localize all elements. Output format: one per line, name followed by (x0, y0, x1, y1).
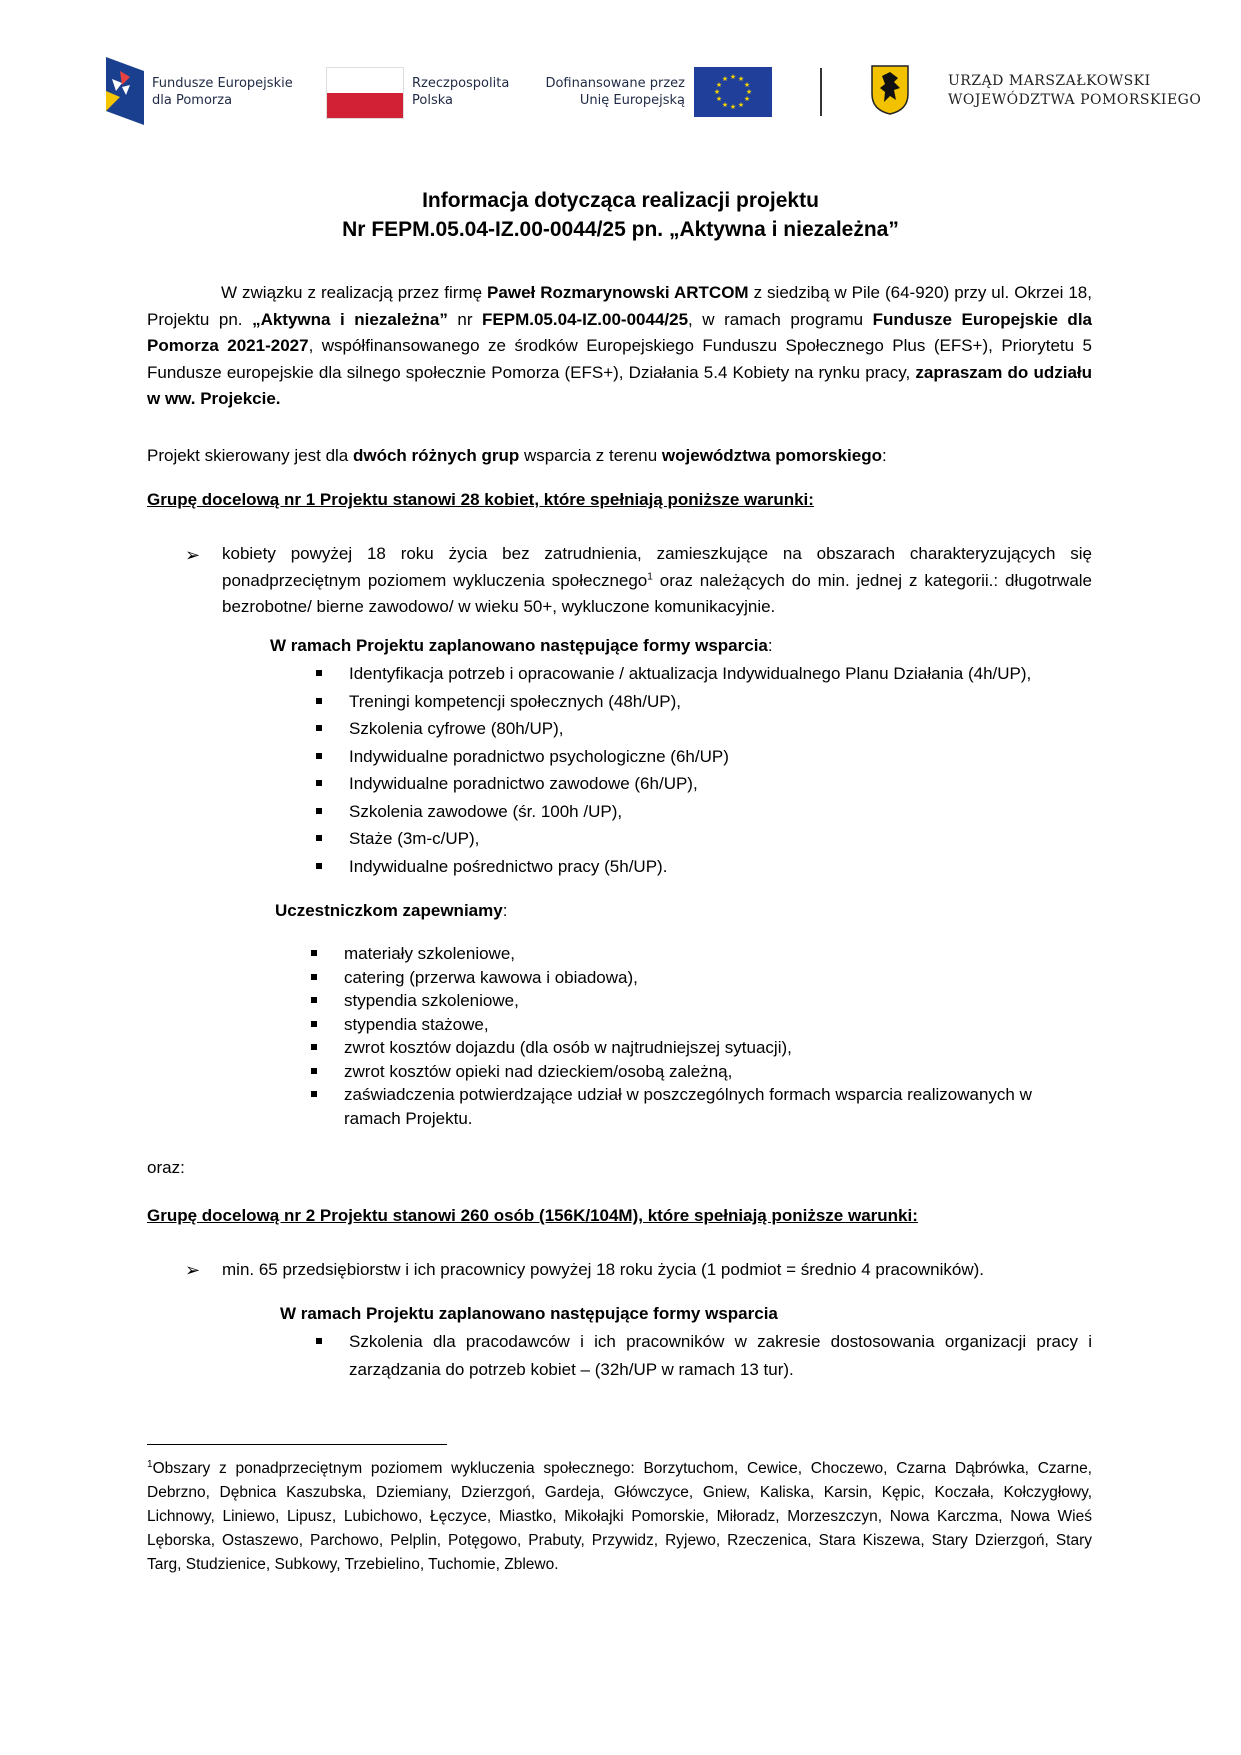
pomorskie-griffin-crest-icon (870, 64, 910, 116)
provided-benefit-item: zaświadczenia potwierdzające udział w poszczególnych formach wsparcia realizowanych w ramach Projektu. (308, 1083, 1092, 1130)
group1-forms-list (313, 660, 1073, 880)
support-form-item: Indywidualne poradnictwo psychologiczne (6h/UP) (313, 743, 1073, 771)
group2-heading: Grupę docelową nr 2 Projektu stanowi 260 osób (156K/104M), które spełniają poniższe warunki: (147, 1206, 918, 1225)
group1-provide-heading: Uczestniczkom zapewniamy: (275, 901, 508, 920)
svg-text:★: ★ (715, 95, 723, 103)
provided-benefit-item: stypendia szkoleniowe, (308, 989, 1092, 1013)
arrow-bullet-icon: ➢ (185, 545, 201, 565)
support-form-item: Indywidualne pośrednictwo pracy (5h/UP). (313, 853, 1073, 881)
svg-text:★: ★ (745, 88, 753, 96)
svg-text:★: ★ (729, 103, 737, 111)
support-form-item: Staże (3m-c/UP), (313, 825, 1073, 853)
intro-paragraph: W związku z realizacją przez firmę Paweł Rozmarynowski ARTCOM z siedzibą w Pile (64-920) przy ul. Okrzei 18, Projektu pn. „Aktywna i niezależna” nr FEPM.05.04-IZ.00-0044/25, w ramach programu Fundusze Europejskie dla Pomorza 2021-2027, współfinansowanego ze środków Europejskiego Funduszu Społecznego Plus (EFS+), Priorytetu 5 Fundusze europejskie dla silnego społecznie Pomorza (EFS+), Działania 5.4 Kobiety na rynku pracy, zapraszam do udziału w ww. Projekcie. (147, 283, 1093, 408)
support-form-item: Szkolenia dla pracodawców i ich pracowników w zakresie dostosowania organizacji pracy i zarządzania do potrzeb kobiet – (32h/UP w ramach 13 tur). (313, 1328, 1092, 1383)
svg-text:★: ★ (743, 95, 751, 103)
logo-divider (820, 68, 822, 116)
group2-criteria: min. 65 przedsiębiorstw i ich pracownicy powyżej 18 roku życia (1 podmiot = średnio 4 pracowników). (222, 1260, 985, 1279)
fe-logo-text: Fundusze Europejskie dla Pomorza (152, 76, 293, 108)
title-line-1: Informacja dotycząca realizacji projektu (422, 189, 819, 212)
provided-benefit-item: zwrot kosztów opieki nad dzieckiem/osobą zależną, (308, 1060, 1092, 1084)
um-logo-text: URZĄD MARSZAŁKOWSKI WOJEWÓDZTWA POMORSKIEGO (948, 73, 1202, 108)
group1-provide-list (308, 942, 1092, 1130)
support-form-item: Szkolenia zawodowe (śr. 100h /UP), (313, 798, 1073, 826)
support-form-item: Indywidualne poradnictwo zawodowe (6h/UP), (313, 770, 1073, 798)
target-paragraph: Projekt skierowany jest dla dwóch różnych grup wsparcia z terenu województwa pomorskiego: (147, 446, 887, 465)
footnote: $^1$Obszary z ponadprzeciętnym poziomem wykluczenia społecznego: Borzytuchom, Cewice, Choczewo, Czarna Dąbrówka, Czarne, Debrzno, Dębnica Kaszubska, Dziemiany, Dzierzgoń, Gardeja, Główczyce, Gniew, Kaliska, Karsin, Kępic, Koczała, Kołczygłowy, Lichnowy, Liniewo, Lipusz, Lubichowo, Łęczyce, Miastko, Mikołajki Pomorskie, Miłoradz, Morzeszczyn, Nowa Karczma, Nowa Wieś Lęborska, Ostaszewo, Parchowo, Pelplin, Potęgowo, Prabuty, Przywidz, Ryjewo, Rzeczenica, Stara Kiszewa, Stary Dzierzgoń, Stary Targ, Studzienice, Subkowy, Trzebielino, Tuchomie, Zblewo. (147, 1458, 1092, 1573)
provided-benefit-item: zwrot kosztów dojazdu (dla osób w najtrudniejszej sytuacji), (308, 1036, 1092, 1060)
polish-flag-icon (326, 67, 404, 119)
footnote-separator (147, 1444, 447, 1445)
group1-heading: Grupę docelową nr 1 Projektu stanowi 28 kobiet, które spełniają poniższe warunki: (147, 490, 814, 509)
svg-text:★: ★ (721, 75, 729, 83)
arrow-bullet-icon: ➢ (185, 1260, 201, 1280)
support-form-item: Szkolenia cyfrowe (80h/UP), (313, 715, 1073, 743)
title-line-2: Nr FEPM.05.04-IZ.00-0044/25 pn. „Aktywna i niezależna” (342, 218, 899, 241)
support-form-item: Treningi kompetencji społecznych (48h/UP), (313, 688, 1073, 716)
provided-benefit-item: catering (przerwa kawowa i obiadowa), (308, 966, 1092, 990)
rp-logo-text: Rzeczpospolita Polska (412, 76, 510, 108)
svg-text:★: ★ (737, 101, 745, 109)
eu-flag-icon (694, 67, 772, 117)
svg-text:★: ★ (743, 81, 751, 89)
provided-benefit-item: stypendia stażowe, (308, 1013, 1092, 1037)
svg-text:★: ★ (737, 75, 745, 83)
svg-text:★: ★ (721, 101, 729, 109)
svg-text:★: ★ (713, 88, 721, 96)
support-form-item: Identyfikacja potrzeb i opracowanie / aktualizacja Indywidualnego Planu Działania (4h/UP), (313, 660, 1073, 688)
document-title (0, 186, 1241, 244)
svg-text:★: ★ (729, 73, 737, 81)
oraz-text: oraz: (147, 1158, 185, 1177)
provided-benefit-item: materiały szkoleniowe, (308, 942, 1092, 966)
group2-forms-heading: W ramach Projektu zaplanowano następujące formy wsparcia (280, 1304, 778, 1323)
svg-text:★: ★ (715, 81, 723, 89)
group2-forms-list (313, 1328, 1092, 1383)
fundusze-europejskie-logo-icon (106, 57, 144, 125)
eu-logo-text: Dofinansowane przez Unię Europejską (545, 76, 685, 108)
group1-forms-heading: W ramach Projektu zaplanowano następujące formy wsparcia: (270, 636, 773, 655)
group1-criteria: kobiety powyżej 18 roku życia bez zatrudnienia, zamieszkujące na obszarach charakteryzujących się ponadprzeciętnym poziomem wykluczenia społecznego$^1$ oraz należących do min. jednej z kategorii.: długotrwale bezrobotne/ bierne zawodowo/ w wieku 50+, wykluczone komunikacyjnie. (222, 544, 1093, 616)
logo-bar (0, 0, 1241, 160)
